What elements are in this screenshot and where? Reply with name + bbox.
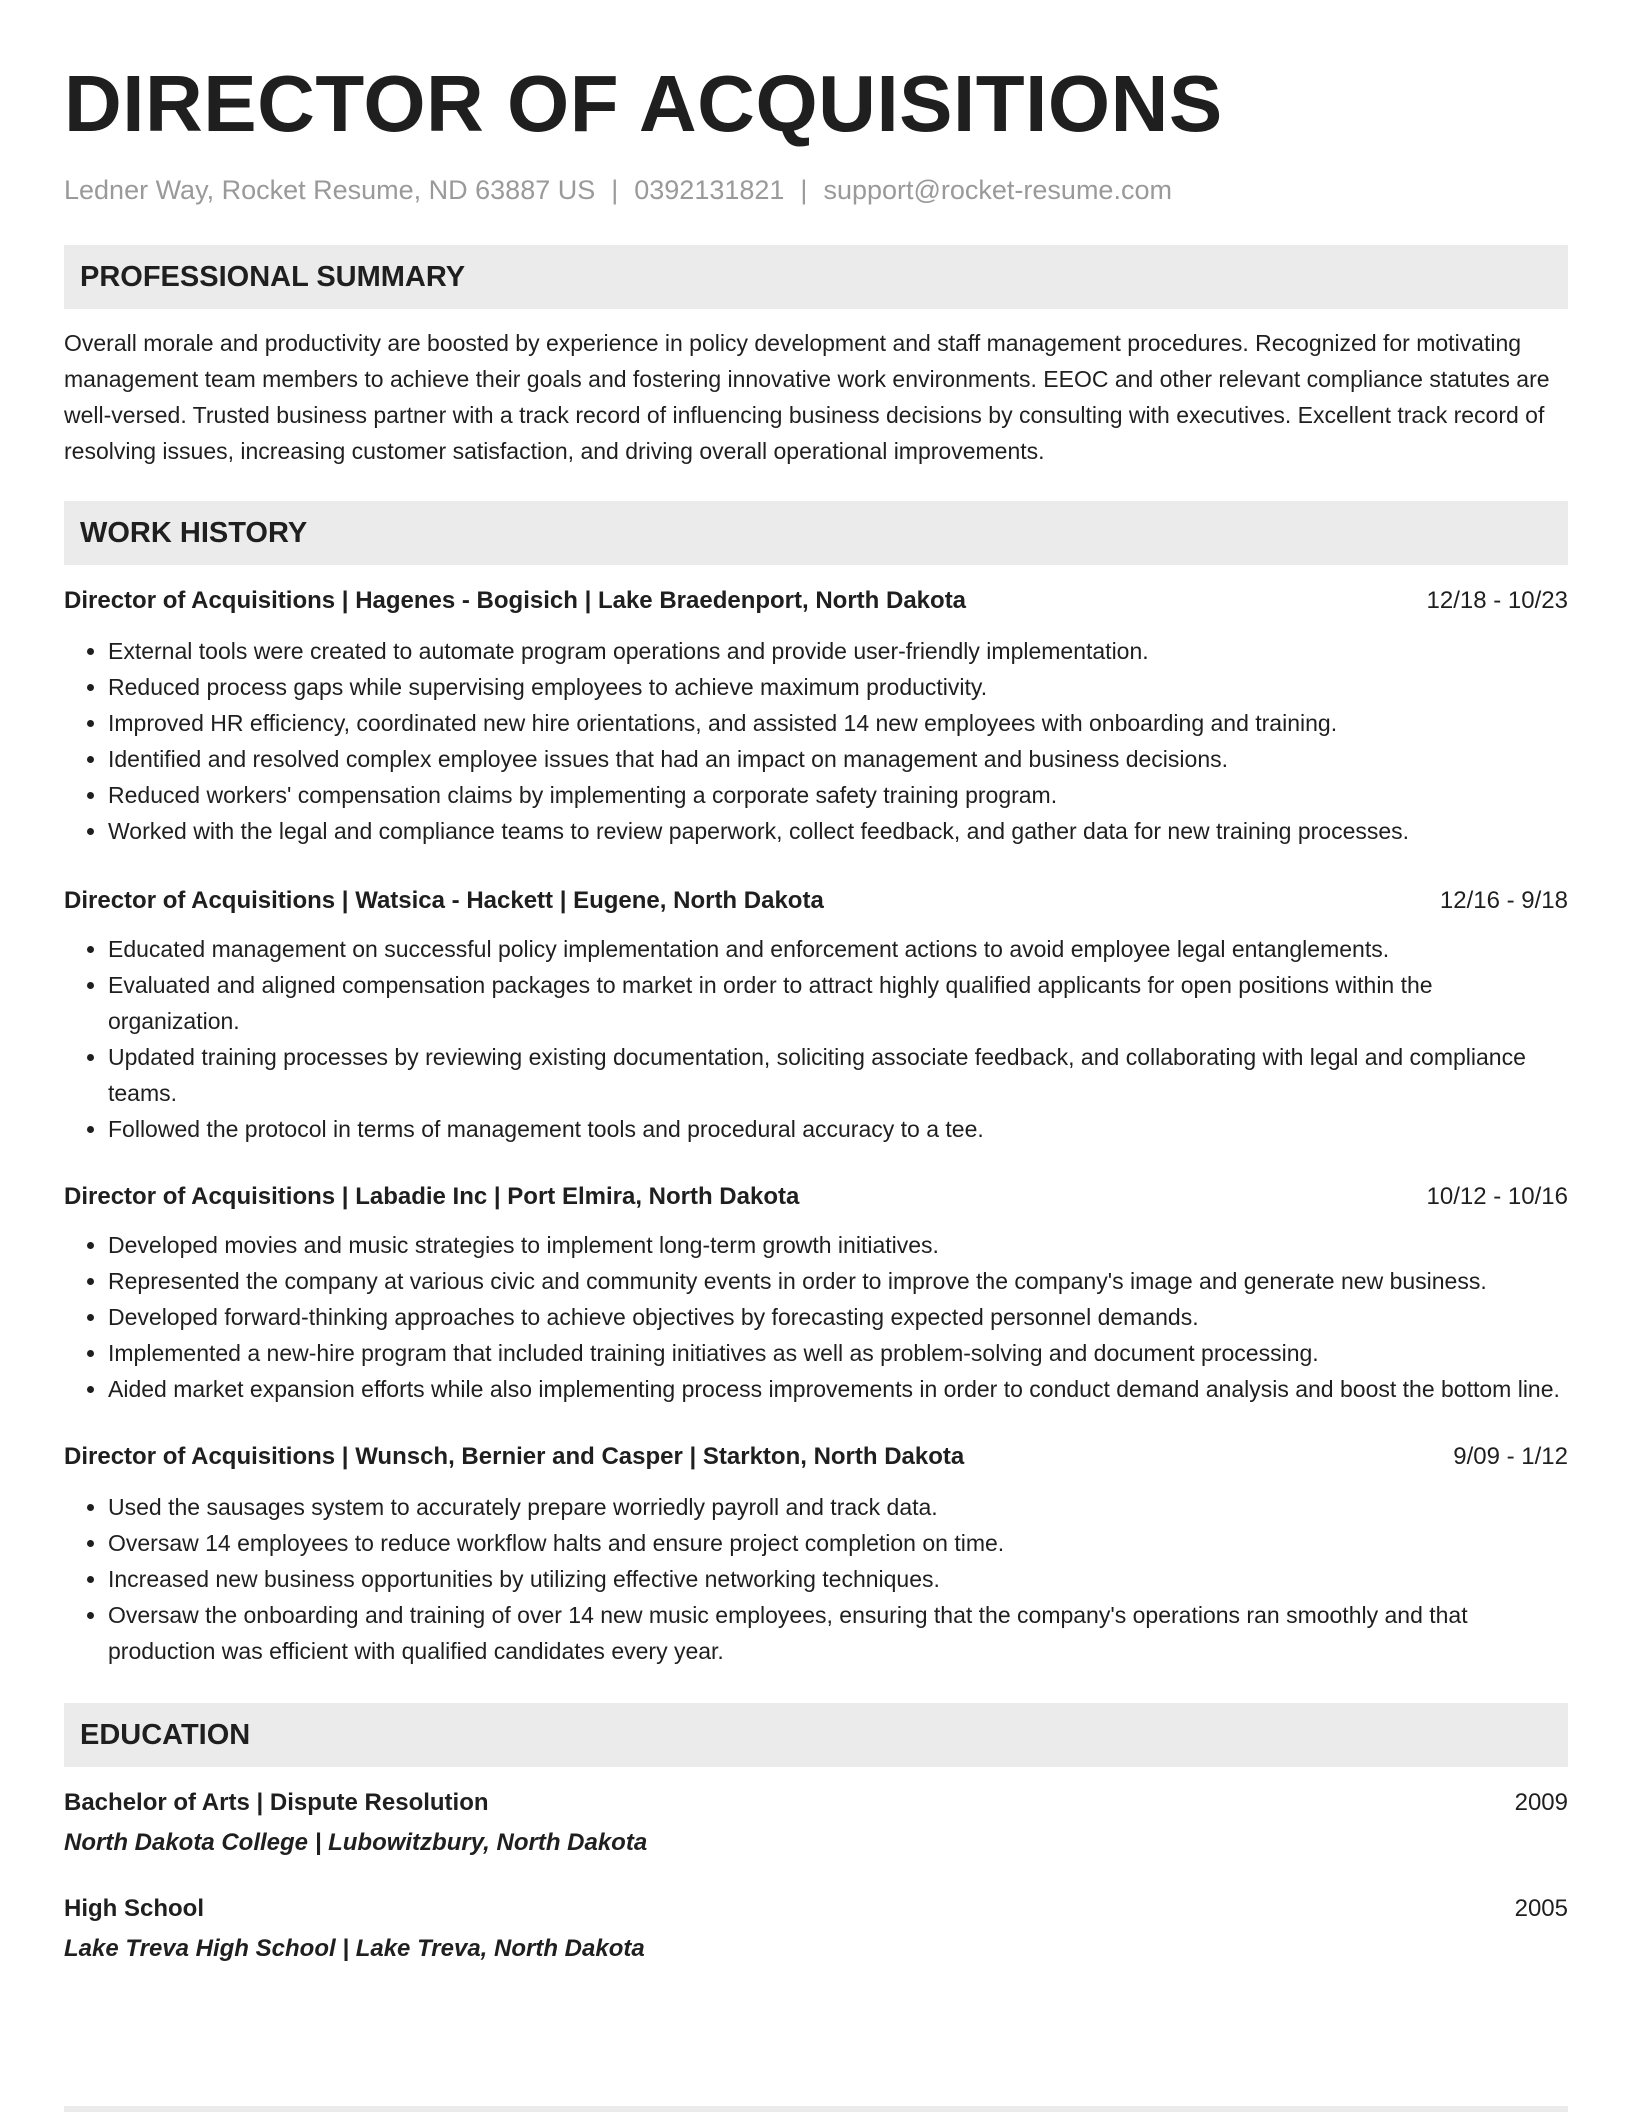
job-bullet: • Implemented a new-hire program that included training initiatives as well as problem-solving and document processing. <box>108 1335 1568 1371</box>
job-bullet: • Increased new business opportunities by utilizing effective networking techniques. <box>108 1561 1568 1597</box>
contact-separator: | <box>611 175 619 205</box>
job-bullet: • Oversaw 14 employees to reduce workflow halts and ensure project completion on time. <box>108 1525 1568 1561</box>
education-entry <box>64 1785 1568 1861</box>
education-degree: High School <box>64 1895 204 1922</box>
summary-text: Overall morale and productivity are boosted by experience in policy development and staff management procedures. Recognized for motivating management team members to achieve their goals and fostering innovative work environments. EEOC and other relevant compliance statutes are well-versed. Trusted business partner with a track record of influencing business decisions by consulting with executives. Excellent track record of resolving issues, increasing customer satisfaction, and driving overall operational improvements. <box>64 330 1550 464</box>
education-header <box>64 1785 1568 1821</box>
job-entry <box>64 583 1568 849</box>
job-bullet: • Reduced workers' compensation claims by implementing a corporate safety training program. <box>108 777 1568 813</box>
contact-separator: | <box>800 175 808 205</box>
contact-line <box>64 172 1568 208</box>
section-header-summary: PROFESSIONAL SUMMARY <box>64 245 1568 309</box>
job-title: Director of Acquisitions | Labadie Inc | Port Elmira, North Dakota <box>64 1183 800 1210</box>
job-bullet: • Educated management on successful policy implementation and enforcement actions to avoid employee legal entanglements. <box>108 931 1568 967</box>
job-dates: 12/16 - 9/18 <box>1439 887 1568 914</box>
job-dates: 12/18 - 10/23 <box>1426 587 1568 614</box>
job-bullet: • Represented the company at various civic and community events in order to improve the company's image and generate new business. <box>108 1263 1568 1299</box>
job-bullet: • Followed the protocol in terms of management tools and procedural accuracy to a tee. <box>108 1111 1568 1147</box>
job-bullets <box>64 1489 1568 1669</box>
job-bullet: • Evaluated and aligned compensation packages to market in order to attract highly qualified applicants for open positions within the organization. <box>108 967 1568 1039</box>
section-divider <box>64 2106 1568 2112</box>
job-header <box>64 883 1568 919</box>
education-degree: Bachelor of Arts | Dispute Resolution <box>64 1789 489 1816</box>
education-header <box>64 1891 1568 1927</box>
job-title: Director of Acquisitions | Watsica - Hackett | Eugene, North Dakota <box>64 887 824 914</box>
job-bullet: • Updated training processes by reviewing existing documentation, soliciting associate feedback, and collaborating with legal and compliance teams. <box>108 1039 1568 1111</box>
job-bullet: • Used the sausages system to accurately prepare worriedly payroll and track data. <box>108 1489 1568 1525</box>
job-bullet: • Identified and resolved complex employee issues that had an impact on management and business decisions. <box>108 741 1568 777</box>
resume-title: DIRECTOR OF ACQUISITIONS <box>64 59 1223 148</box>
education-school: Lake Treva High School | Lake Treva, North Dakota <box>64 1935 645 1962</box>
job-bullet: • Improved HR efficiency, coordinated new hire orientations, and assisted 14 new employees with onboarding and training. <box>108 705 1568 741</box>
job-header <box>64 1439 1568 1475</box>
section-header-work-history: WORK HISTORY <box>64 501 1568 565</box>
education-entry <box>64 1891 1568 1967</box>
job-bullet: • Reduced process gaps while supervising employees to achieve maximum productivity. <box>108 669 1568 705</box>
section-header-education: EDUCATION <box>64 1703 1568 1767</box>
job-dates: 9/09 - 1/12 <box>1453 1443 1568 1470</box>
education-year: 2009 <box>1514 1789 1568 1816</box>
contact-email: support@rocket-resume.com <box>823 175 1172 205</box>
job-title: Director of Acquisitions | Wunsch, Bernier and Casper | Starkton, North Dakota <box>64 1443 965 1470</box>
job-bullets <box>64 1227 1568 1407</box>
job-bullet: • Developed forward-thinking approaches to achieve objectives by forecasting expected personnel demands. <box>108 1299 1568 1335</box>
contact-phone: 0392131821 <box>634 175 785 205</box>
job-header <box>64 1179 1568 1215</box>
job-header <box>64 583 1568 619</box>
job-bullet: • External tools were created to automate program operations and provide user-friendly implementation. <box>108 633 1568 669</box>
education-year: 2005 <box>1514 1895 1568 1922</box>
job-dates: 10/12 - 10/16 <box>1426 1183 1568 1210</box>
job-bullet: • Worked with the legal and compliance teams to review paperwork, collect feedback, and gather data for new training processes. <box>108 813 1568 849</box>
contact-address: Ledner Way, Rocket Resume, ND 63887 US <box>64 175 596 205</box>
job-bullets <box>64 633 1568 849</box>
job-bullets <box>64 931 1568 1147</box>
job-bullet: • Aided market expansion efforts while also implementing process improvements in order to conduct demand analysis and boost the bottom line. <box>108 1371 1568 1407</box>
job-bullet: • Developed movies and music strategies to implement long-term growth initiatives. <box>108 1227 1568 1263</box>
job-title: Director of Acquisitions | Hagenes - Bogisich | Lake Braedenport, North Dakota <box>64 587 967 614</box>
job-bullet: • Oversaw the onboarding and training of over 14 new music employees, ensuring that the company's operations ran smoothly and that production was efficient with qualified candidates every year. <box>108 1597 1568 1669</box>
job-entry <box>64 1439 1568 1669</box>
job-entry <box>64 883 1568 1147</box>
education-school: North Dakota College | Lubowitzbury, North Dakota <box>64 1829 648 1856</box>
job-entry <box>64 1179 1568 1407</box>
